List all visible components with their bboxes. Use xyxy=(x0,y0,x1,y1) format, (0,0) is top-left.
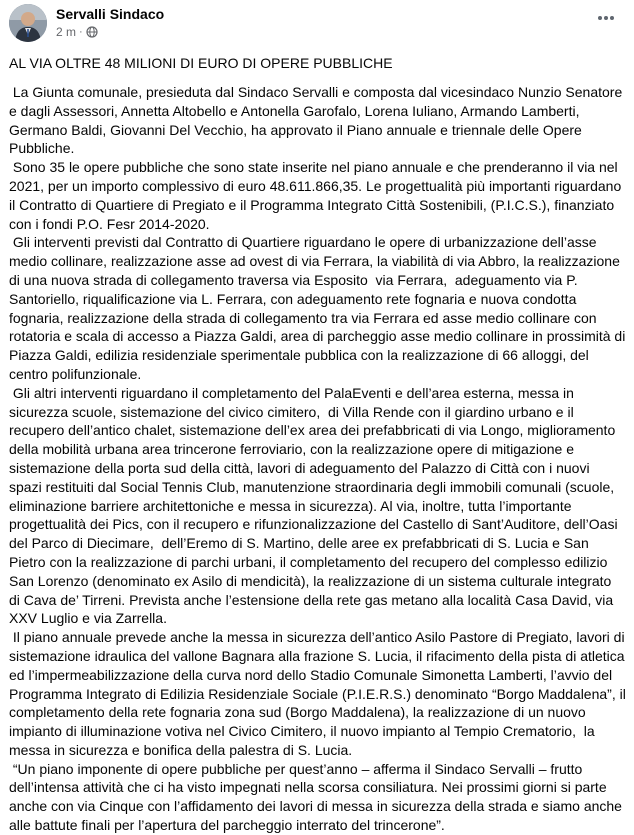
meta-separator: · xyxy=(79,26,83,38)
post-header xyxy=(9,0,626,46)
globe-icon xyxy=(86,26,98,38)
post-title: AL VIA OLTRE 48 MILIONI DI EURO DI OPERE PUBBLICHE xyxy=(9,55,393,71)
avatar[interactable] xyxy=(9,4,47,42)
paragraph: “Un piano imponente di opere pubbliche per quest’anno – afferma il Sindaco Servalli – frutto dell’intensa attività che ci ha visto impegnati nella scorsa consiliatura. Nei prossimi giorni si parte anche con via Cinque con l’affidamento dei lavori di messa in sicurezza della strada e siamo anche alle battute finali per l’apertura del parcheggio interrato del trincerone”. xyxy=(9,760,626,834)
paragraph: Gli altri interventi riguardano il completamento del PalaEventi e dell’area esterna, messa in sicurezza scuole, sistemazione del civico cimitero, di Villa Rende con il giardino urbano e il recupero dell’antico chalet, sistemazione dell’ex area dei prefabbricati di via Longo, miglioramento della mobilità urbana area trincerone ferroviario, con la realizzazione opere di mitigazione e sistemazione della porta sud della città, lavori di adeguamento del Palazzo di Città con i nuovi spazi restituiti dal Social Tennis Club, manutenzione straordinaria degli immobili comunali (scuole, eliminazione barriere architettoniche e messa in sicurezza). Al via, inoltre, tutta l’importante progettualità dei Pics, con il recupero e rifunzionalizzazione del Castello di Sant’Auditore, dell’Oasi del Parco di Diecimare, dell’Eremo di S. Martino, delle aree ex prefabbricati di S. Lucia e San Pietro con la realizzazione di parchi urbani, il completamento del recupero del complesso edilizio San Lorenzo (denominato ex Asilo di mendicità), la realizzazione di un sistema culturale integrato di Cava de’ Tirreni. Prevista anche l’estensione della rete gas metano alla località Casa David, via XXV Luglio e via Zarrella. xyxy=(9,384,622,627)
author-name[interactable]: Servalli Sindaco xyxy=(56,6,165,22)
paragraph: La Giunta comunale, presieduta dal Sindaco Servalli e composta dal vicesindaco Nunzio Senatore e dagli Assessori, Annetta Altobello e Antonella Garofalo, Lorena Iuliano, Armando Lamberti, Germano Baldi, Giovanni Del Vecchio, ha approvato il Piano annuale e triennale delle Opere Pubbliche. xyxy=(9,84,627,157)
post-time[interactable]: 2 m xyxy=(56,25,77,39)
paragraph: Il piano annuale prevede anche la messa in sicurezza dell’antico Asilo Pastore di Pregiato, lavori di sistemazione idraulica del vallone Bagnara alla frazione S. Lucia, il rifacimento della pista di atletica ed l’impermeabilizzazione della curva nord dello Stadio Comunale Simonetta Lamberti, l’avvio del Programma Integrato di Edilizia Residenziale Sociale (P.I.E.R.S.) denominato “Borgo Maddalena”, il completamento della rete fognaria zona sud (Borgo Maddalena), la realizzazione di un nuovo impianto di illuminazione votiva nel Civico Cimitero, il nuovo impianto al Tempio Crematorio, la messa in sicurezza e bonifica della palestra di S. Lucia. xyxy=(9,629,630,758)
post-body xyxy=(9,83,630,835)
paragraph: Gli interventi previsti dal Contratto di Quartiere riguardano le opere di urbanizzazione dell’asse medio collinare, realizzazione asse ad ovest di via Ferrara, la viabilità di via Abbro, la realizzazione di una nuova strada di collegamento traversa via Esposito via Ferrara, adeguamento via P. Santoriello, riqualificazione via L. Ferrara, con adeguamento rete fognaria e nuova condotta fognaria, realizzazione della strada di collegamento tra via Ferrara ed asse medio collinare con rotatoria e scala di accesso a Piazza Galdi, area di parcheggio asse medio collinare in prossimità di Piazza Galdi, edilizia residenziale sperimentale pubblica con la realizzazione di 66 alloggi, del centro polifunzionale. xyxy=(9,234,630,382)
more-options-button[interactable] xyxy=(592,8,620,28)
avatar-photo-icon xyxy=(9,4,47,42)
more-horizontal-icon xyxy=(597,15,615,21)
post-meta xyxy=(56,25,98,39)
paragraph: Sono 35 le opere pubbliche che sono state inserite nel piano annuale e che prenderanno il via nel 2021, per un importo complessivo di euro 48.611.866,35. Le progettualità più importanti riguardano il Contratto di Quartiere di Pregiato e il Programma Integrato Città Sostenibili, (P.I.C.S.), finanziato con i fondi P.O. Fesr 2014-2020. xyxy=(9,159,626,232)
